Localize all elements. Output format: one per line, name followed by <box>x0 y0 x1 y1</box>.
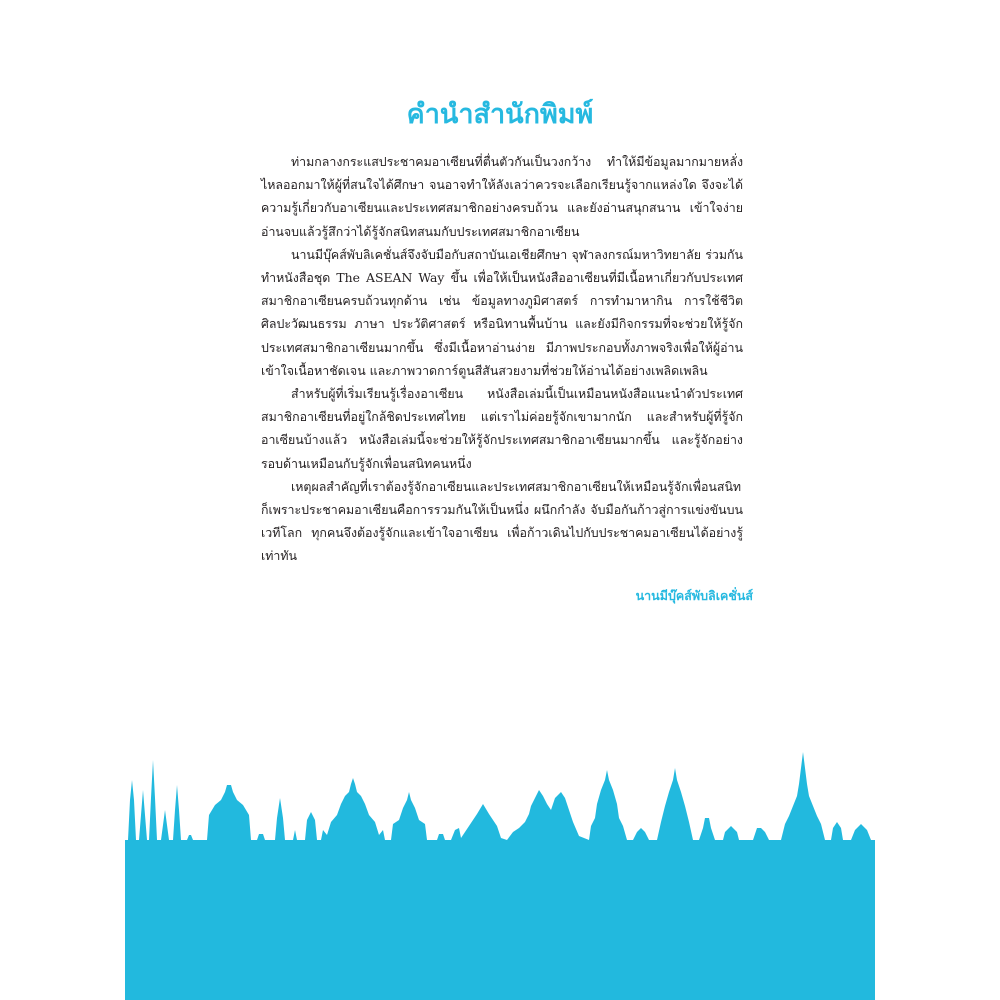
preface-body <box>261 150 743 568</box>
paragraph-2: นานมีบุ๊คส์พับลิเคชั่นส์จึงจับมือกับสถาบันเอเชียศึกษา จุฬาลงกรณ์มหาวิทยาลัย ร่วมกันทำหนังสือชุด The ASEAN Way ขึ้น เพื่อให้เป็นหนังสืออาเซียนที่มีเนื้อหาเกี่ยวกับประเทศสมาชิกอาเซียนครบถ้วนทุกด้าน เช่น ข้อมูลทางภูมิศาสตร์ การทำมาหากิน การใช้ชีวิต ศิลปะวัฒนธรรม ภาษา ประวัติศาสตร์ หรือนิทานพื้นบ้าน และยังมีกิจกรรมที่จะช่วยให้รู้จักประเทศสมาชิกอาเซียนมากขึ้น ซึ่งมีเนื้อหาอ่านง่าย มีภาพประกอบทั้งภาพจริงเพื่อให้ผู้อ่านเข้าใจเนื้อหาชัดเจน และภาพวาดการ์ตูนสีสันสวยงามที่ช่วยให้อ่านได้อย่างเพลิดเพลิน <box>261 246 743 378</box>
paragraph-1: ท่ามกลางกระแสประชาคมอาเซียนที่ตื่นตัวกันเป็นวงกว้าง ทำให้มีข้อมูลมากมายหลั่งไหลออกมาให้ผู้ที่สนใจได้ศึกษา จนอาจทำให้ลังเลว่าควรจะเลือกเรียนรู้จากแหล่งใด จึงจะได้ความรู้เกี่ยวกับอาเซียนและประเทศสมาชิกอย่างครบถ้วน และยังอ่านสนุกสนาน เข้าใจง่าย อ่านจบแล้วรู้สึกว่าได้รู้จักสนิทสนมกับประเทศสมาชิกอาเซียน <box>261 154 743 239</box>
publisher-signature: นานมีบุ๊คส์พับลิเคชั่นส์ <box>635 588 753 603</box>
book-page <box>125 0 875 1000</box>
paragraph-4: เหตุผลสำคัญที่เราต้องรู้จักอาเซียนและประเทศสมาชิกอาเซียนให้เหมือนรู้จักเพื่อนสนิท ก็เพราะประชาคมอาเซียนคือการรวมกันให้เป็นหนึ่ง ผนึกกำลัง จับมือกันก้าวสู่การแข่งขันบนเวทีโลก ทุกคนจึงต้องรู้จักและเข้าใจอาเซียน เพื่อก้าวเดินไปกับประชาคมอาเซียนได้อย่างรู้เท่าทัน <box>261 478 743 564</box>
asean-skyline-illustration <box>125 740 875 1000</box>
page-title: คำนำสำนักพิมพ์ <box>406 99 594 130</box>
paragraph-3: สำหรับผู้ที่เริ่มเรียนรู้เรื่องอาเซียน หนังสือเล่มนี้เป็นเหมือนหนังสือแนะนำตัวประเทศสมาชิกอาเซียนที่อยู่ใกล้ชิดประเทศไทย แต่เราไม่ค่อยรู้จักเขามากนัก และสำหรับผู้ที่รู้จักอาเซียนบ้างแล้ว หนังสือเล่มนี้จะช่วยให้รู้จักประเทศสมาชิกอาเซียนมากขึ้น และรู้จักอย่างรอบด้านเหมือนกับรู้จักเพื่อนสนิทคนหนึ่ง <box>261 386 743 471</box>
